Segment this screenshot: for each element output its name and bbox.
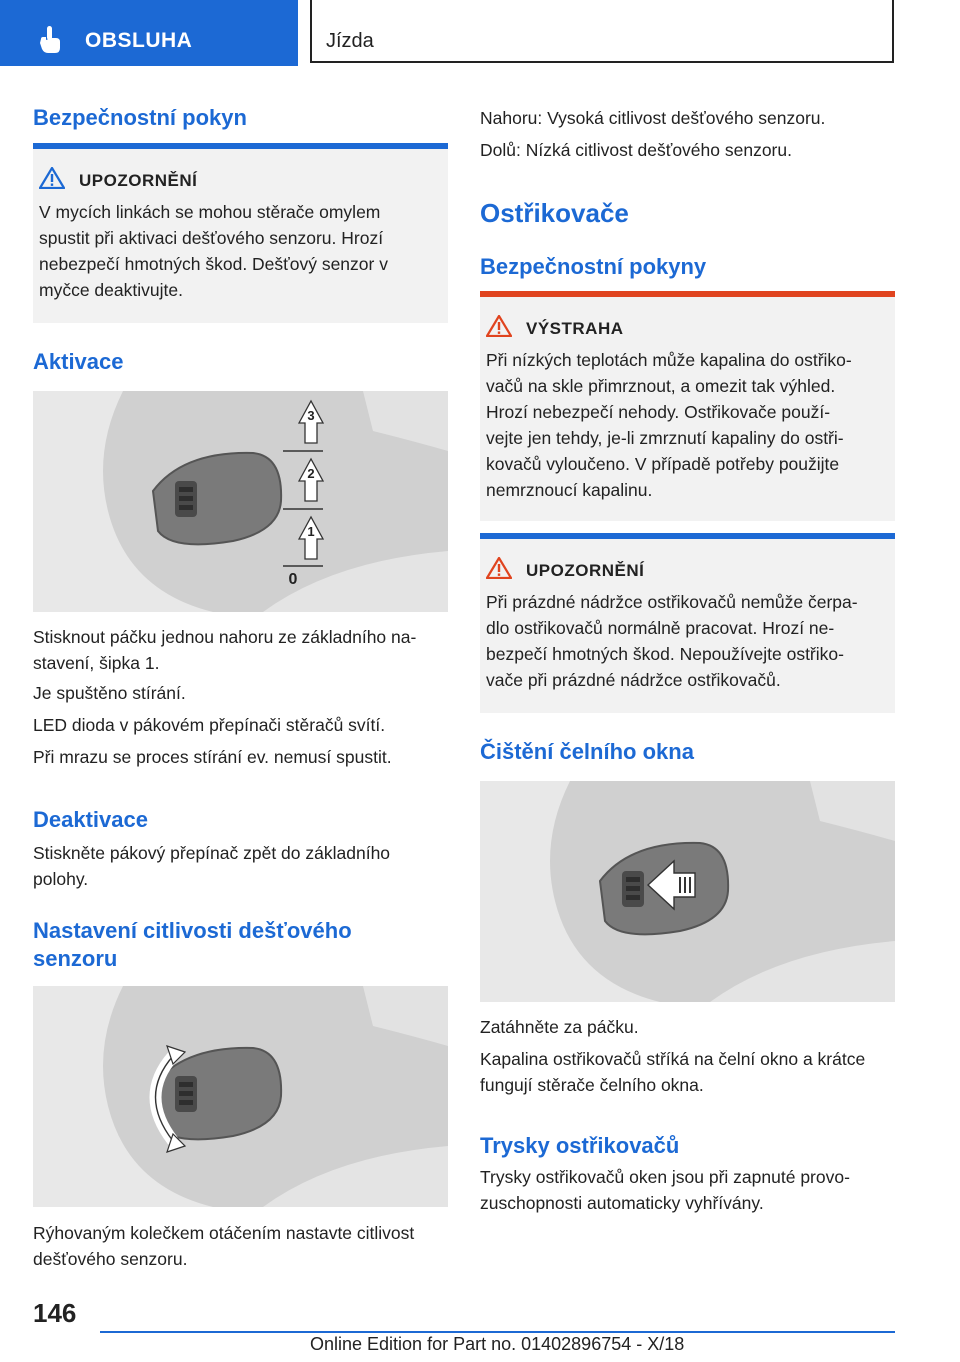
section-tab-label: OBSLUHA	[85, 29, 193, 52]
warning-line: Při nízkých teplotách může kapalina do ostřiko-	[486, 350, 852, 370]
up-paragraph: Nahoru: Vysoká citlivost dešťového senzoru.	[480, 108, 826, 128]
page-header	[0, 0, 960, 66]
sensitivity-heading	[33, 917, 352, 973]
warning-line: vačů na skle přimrznout, a omezit tak výhled.	[486, 376, 836, 396]
heading-line: senzoru	[33, 946, 118, 971]
subsection-tab-label: Jízda	[326, 30, 374, 52]
notice-line: Při prázdné nádržce ostřikovačů nemůže čerpa-	[486, 592, 858, 612]
notice-line: vače při prázdné nádržce ostřikovačů.	[486, 670, 781, 690]
activation-heading: Aktivace	[33, 349, 124, 374]
heading-line: Nastavení citlivosti dešťového	[33, 918, 352, 943]
notice-line: nebezpečí hmotných škod. Dešťový senzor v	[39, 254, 388, 274]
cleaning-heading: Čištění čelního okna	[480, 739, 694, 764]
text-line: Trysky ostřikovačů oken jsou při zapnuté provo-	[480, 1167, 850, 1187]
notice-text	[39, 199, 444, 303]
washers-heading: Ostřikovače	[480, 198, 629, 228]
activation-paragraph-1	[33, 624, 453, 676]
pointing-hand-icon	[38, 26, 64, 54]
sensitivity-paragraph	[33, 1220, 453, 1272]
notice-box	[33, 143, 448, 323]
notice-line: bezpečí hmotných škod. Nepoužívejte ostřiko-	[486, 644, 844, 664]
notice-bar	[480, 533, 895, 539]
text-line: fungují stěrače čelního okna.	[480, 1075, 704, 1095]
wiper-stalk-figure	[33, 391, 448, 612]
edition-text: Online Edition for Part no. 01402896754 - X/18	[310, 1334, 685, 1354]
notice2-title: UPOZORNĚNÍ	[526, 561, 645, 580]
warning-text	[486, 347, 891, 503]
text-line: Stiskněte pákový přepínač zpět do základního	[33, 843, 391, 863]
warning-line: Hrozí nebezpečí nehody. Ostřikovače použí-	[486, 402, 831, 422]
warning-box	[480, 291, 895, 521]
text-line: stavení, šipka 1.	[33, 653, 160, 673]
activation-paragraph-2: Je spuštěno stírání.	[33, 683, 186, 703]
deactivation-paragraph	[33, 840, 390, 892]
notice-line: spustit při aktivaci dešťového senzoru. Hrozí	[39, 228, 384, 248]
text-line: zuschopnosti automaticky vyhřívány.	[480, 1193, 764, 1213]
text-line: polohy.	[33, 869, 89, 889]
down-paragraph: Dolů: Nízká citlivost dešťového senzoru.	[480, 140, 792, 160]
section-tab[interactable]	[0, 0, 298, 66]
notice-box-2	[480, 533, 895, 713]
warning-title: VÝSTRAHA	[526, 319, 624, 338]
fig1-label-0: 0	[288, 571, 298, 588]
cleaning-paragraph-1: Zatáhněte za páčku.	[480, 1017, 639, 1037]
nozzles-heading: Trysky ostřikovačů	[480, 1133, 680, 1158]
deactivation-heading: Deaktivace	[33, 807, 148, 832]
safety-heading: Bezpečnostní pokyn	[33, 105, 247, 130]
fig1-label-1: 1	[307, 524, 315, 539]
sensitivity-wheel-figure	[33, 986, 448, 1207]
notice-line: myčce deaktivujte.	[39, 280, 183, 300]
subsection-tab[interactable]	[310, 0, 894, 63]
text-line: Kapalina ostřikovačů stříká na čelní okno a krátce	[480, 1049, 866, 1069]
text-line: Rýhovaným kolečkem otáčením nastavte citlivost	[33, 1223, 415, 1243]
notice-line: V mycích linkách se mohou stěrače omylem	[39, 202, 381, 222]
notice-line: dlo ostřikovačů normálně pracovat. Hrozí ne-	[486, 618, 835, 638]
warning-line: nemrznoucí kapalinu.	[486, 480, 653, 500]
warning-triangle-icon	[39, 167, 65, 189]
warning-line: kovačů vyloučeno. V případě potřeby použijte	[486, 454, 840, 474]
warning-triangle-icon	[486, 315, 512, 337]
activation-paragraph-4: Při mrazu se proces stírání ev. nemusí spustit.	[33, 747, 392, 767]
notice2-text	[486, 589, 891, 693]
activation-paragraph-3: LED dioda v pákovém přepínači stěračů svítí.	[33, 715, 386, 735]
text-line: dešťového senzoru.	[33, 1249, 188, 1269]
footer-divider	[100, 1331, 895, 1333]
nozzles-paragraph	[480, 1164, 900, 1216]
washers-safety-heading: Bezpečnostní pokyny	[480, 254, 707, 279]
notice-title: UPOZORNĚNÍ	[79, 171, 198, 190]
cleaning-paragraph-2	[480, 1046, 900, 1098]
fig1-label-3: 3	[307, 408, 315, 423]
warning-triangle-icon	[486, 557, 512, 579]
warning-line: vejte jen tehdy, je-li zmrznutí kapaliny do ostři-	[486, 428, 844, 448]
fig1-label-2: 2	[307, 466, 315, 481]
text-line: Stisknout páčku jednou nahoru ze základního na-	[33, 627, 417, 647]
pull-stalk-figure	[480, 781, 895, 1002]
notice-bar	[33, 143, 448, 149]
warning-bar	[480, 291, 895, 297]
page-number: 146	[33, 1298, 77, 1328]
